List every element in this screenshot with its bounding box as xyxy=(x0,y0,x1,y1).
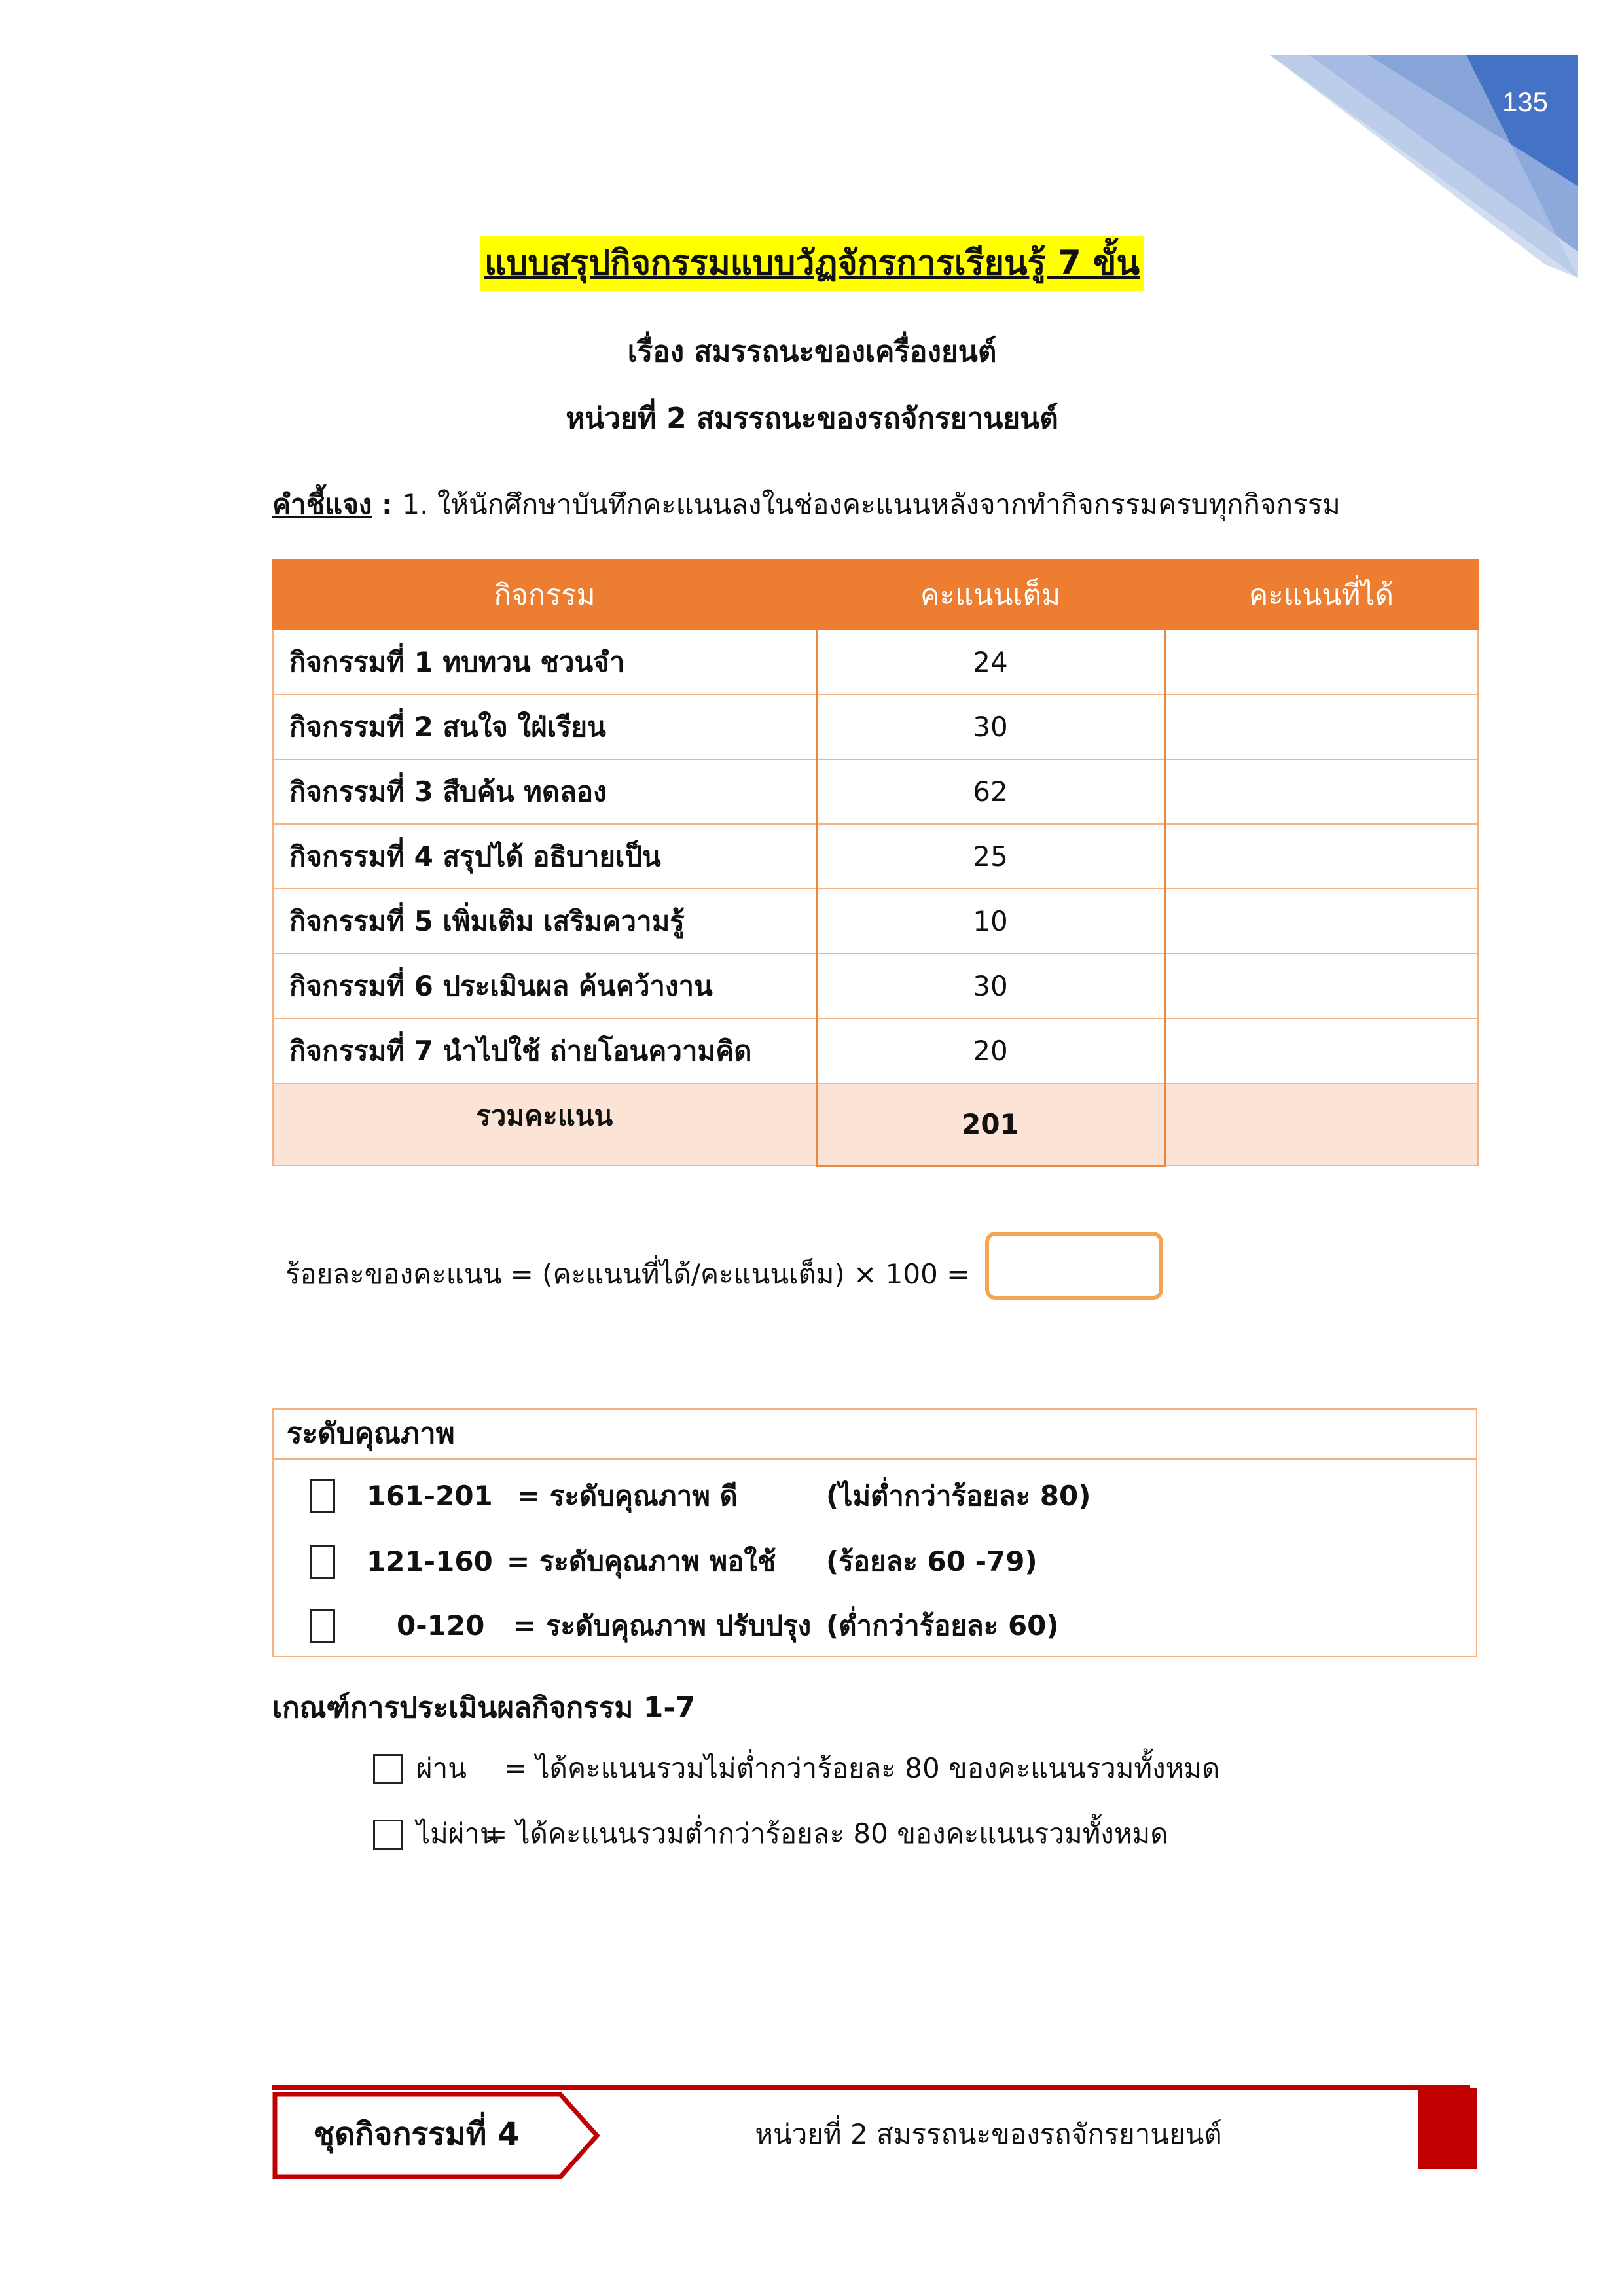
subject-title: เรื่อง สมรรถนะของเครื่องยนต์ xyxy=(627,335,997,368)
score-got-cell[interactable] xyxy=(1164,954,1478,1018)
score-got-cell[interactable] xyxy=(1164,824,1478,889)
total-row xyxy=(273,1083,1478,1166)
quality-range: 0-120 xyxy=(397,1609,485,1641)
total-full-score: 201 xyxy=(816,1083,1164,1166)
table-row xyxy=(273,694,1478,759)
criteria-desc: = ได้คะแนนรวมต่ำกว่าร้อยละ 80 ของคะแนนรวมทั้งหมด xyxy=(484,1818,1168,1850)
page-title: แบบสรุปกิจกรรมแบบวัฏจักรการเรียนรู้ 7 ขั้น xyxy=(480,236,1144,291)
quality-range: 161-201 xyxy=(367,1480,493,1512)
quality-note: (ไม่ต่ำกว่าร้อยละ 80) xyxy=(826,1480,1091,1512)
total-label: รวมคะแนน xyxy=(273,1083,816,1166)
quality-level-row xyxy=(274,1606,1479,1645)
criteria-label: ไม่ผ่าน xyxy=(416,1818,499,1850)
score-got-cell[interactable] xyxy=(1164,889,1478,954)
instruction-text: 1. ให้นักศึกษาบันทึกคะแนนลงในช่องคะแนนหลังจากทำกิจกรรมครบทุกกิจกรรม xyxy=(402,488,1341,520)
quality-level: = ระดับคุณภาพ พอใช้ xyxy=(507,1545,776,1577)
score-got-cell[interactable] xyxy=(1164,759,1478,824)
footer-unit-title: หน่วยที่ 2 สมรรถนะของรถจักรยานยนต์ xyxy=(755,2118,1222,2150)
header-score-got: คะแนนที่ได้ xyxy=(1164,560,1478,630)
quality-level: = ระดับคุณภาพ ดี xyxy=(517,1480,738,1512)
table-row xyxy=(273,1018,1478,1083)
score-got-cell[interactable] xyxy=(1164,630,1478,694)
title-block xyxy=(0,236,1624,291)
full-score: 10 xyxy=(816,889,1164,954)
unit-title: หน่วยที่ 2 สมรรถนะของรถจักรยานยนต์ xyxy=(566,402,1058,435)
quality-level: = ระดับคุณภาพ ปรับปรุง xyxy=(513,1609,812,1641)
activity-name: กิจกรรมที่ 4 สรุปได้ อธิบายเป็น xyxy=(273,824,816,889)
quality-checkbox[interactable] xyxy=(310,1545,335,1579)
criteria-row-fail xyxy=(373,1814,1224,1854)
score-got-cell[interactable] xyxy=(1164,694,1478,759)
score-got-cell[interactable] xyxy=(1164,1018,1478,1083)
activity-name: กิจกรรมที่ 2 สนใจ ใฝ่เรียน xyxy=(273,694,816,759)
criteria-label: ผ่าน xyxy=(416,1752,467,1784)
activity-name: กิจกรรมที่ 6 ประเมินผล ค้นคว้างาน xyxy=(273,954,816,1018)
activity-name: กิจกรรมที่ 1 ทบทวน ชวนจำ xyxy=(273,630,816,694)
table-row xyxy=(273,759,1478,824)
activity-set-label: ชุดกิจกรรมที่ 4 xyxy=(313,2116,520,2153)
percentage-formula: ร้อยละของคะแนน = (คะแนนที่ได้/คะแนนเต็ม) × 100 = xyxy=(285,1258,970,1290)
full-score: 20 xyxy=(816,1018,1164,1083)
instruction xyxy=(272,483,1341,526)
table-row xyxy=(273,954,1478,1018)
full-score: 25 xyxy=(816,824,1164,889)
quality-level-box xyxy=(272,1408,1477,1657)
quality-level-row xyxy=(274,1477,1479,1516)
footer-block xyxy=(1418,2088,1477,2169)
criteria-title: เกณฑ์การประเมินผลกิจกรรม 1-7 xyxy=(272,1691,696,1725)
quality-checkbox[interactable] xyxy=(310,1609,335,1643)
table-row xyxy=(273,889,1478,954)
total-score-got-cell[interactable] xyxy=(1164,1083,1478,1166)
full-score: 30 xyxy=(816,954,1164,1018)
activity-name: กิจกรรมที่ 7 นำไปใช้ ถ่ายโอนความคิด xyxy=(273,1018,816,1083)
activity-name: กิจกรรมที่ 3 สืบค้น ทดลอง xyxy=(273,759,816,824)
page-number: 135 xyxy=(1502,86,1549,117)
header-full-score: คะแนนเต็ม xyxy=(816,560,1164,630)
quality-level-row xyxy=(274,1542,1479,1581)
criteria-row-pass xyxy=(373,1749,1224,1788)
table-row xyxy=(273,824,1478,889)
quality-checkbox[interactable] xyxy=(310,1479,335,1513)
header-activity: กิจกรรม xyxy=(273,560,816,630)
percentage-answer-box[interactable] xyxy=(985,1232,1163,1300)
instruction-label: คำชี้แจง xyxy=(272,488,372,520)
table-row xyxy=(273,630,1478,694)
full-score: 30 xyxy=(816,694,1164,759)
quality-range: 121-160 xyxy=(367,1545,493,1577)
score-table xyxy=(272,559,1479,1167)
quality-note: (ร้อยละ 60 -79) xyxy=(826,1545,1038,1577)
footer-rule xyxy=(272,2085,1470,2090)
quality-title: ระดับคุณภาพ xyxy=(274,1410,1476,1460)
criteria-desc: = ได้คะแนนรวมไม่ต่ำกว่าร้อยละ 80 ของคะแนนรวมทั้งหมด xyxy=(504,1752,1220,1784)
table-header-row xyxy=(273,560,1478,630)
quality-note: (ต่ำกว่าร้อยละ 60) xyxy=(826,1609,1059,1641)
fail-checkbox[interactable] xyxy=(373,1820,403,1850)
full-score: 24 xyxy=(816,630,1164,694)
pass-checkbox[interactable] xyxy=(373,1754,403,1784)
activity-name: กิจกรรมที่ 5 เพิ่มเติม เสริมความรู้ xyxy=(273,889,816,954)
full-score: 62 xyxy=(816,759,1164,824)
instruction-separator: : xyxy=(372,488,403,520)
